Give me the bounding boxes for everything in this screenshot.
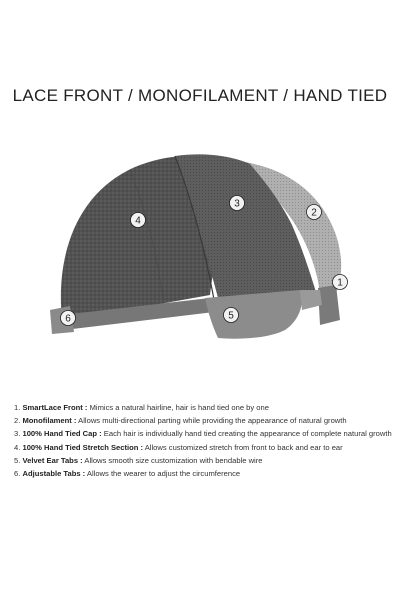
ear-tab	[205, 290, 302, 339]
legend-num: 1.	[14, 403, 21, 412]
legend-desc: Mimics a natural hairline, hair is hand tied one by one	[87, 403, 269, 412]
legend-item-1	[14, 401, 394, 414]
legend-desc: Allows smooth size customization with bendable wire	[82, 455, 263, 465]
legend-desc: Each hair is individually hand tied creating the appearance of complete natural growth	[101, 429, 392, 439]
legend-num: 4.	[14, 442, 21, 452]
legend-desc: Allows customized stretch from front to back and ear to ear	[143, 442, 343, 452]
legend-name: 100% Hand Tied Cap :	[22, 429, 102, 439]
marker-2	[307, 205, 322, 220]
legend-num: 2.	[14, 416, 21, 426]
legend	[14, 401, 394, 480]
legend-name: 100% Hand Tied Stretch Section :	[22, 442, 144, 452]
marker-5	[224, 308, 239, 323]
legend-num: 5.	[14, 455, 21, 465]
legend-name: Velvet Ear Tabs :	[22, 455, 83, 465]
marker-6	[61, 311, 76, 326]
marker-1-label: 1	[337, 277, 343, 289]
legend-item-3	[14, 427, 394, 440]
legend-item-5	[14, 454, 394, 467]
page-title: LACE FRONT / MONOFILAMENT / HAND TIED	[12, 86, 388, 105]
legend-num: 6.	[14, 469, 21, 479]
marker-1	[333, 275, 348, 290]
marker-2-label: 2	[311, 207, 317, 219]
marker-3-label: 3	[234, 198, 240, 210]
marker-6-label: 6	[65, 313, 71, 325]
ear-tab-edge	[300, 290, 322, 310]
legend-name: Monofilament :	[22, 416, 77, 426]
marker-4-label: 4	[135, 215, 141, 227]
legend-item-6	[14, 467, 394, 480]
legend-desc: Allows the wearer to adjust the circumference	[85, 469, 241, 479]
legend-desc: Allows multi-directional parting while providing the appearance of natural growth	[76, 416, 347, 426]
wig-cap-diagram	[0, 120, 400, 380]
legend-name: Adjustable Tabs :	[22, 469, 86, 479]
legend-item-4	[14, 441, 394, 454]
marker-5-label: 5	[228, 310, 234, 322]
marker-4	[131, 213, 146, 228]
legend-name: SmartLace Front :	[22, 403, 88, 412]
legend-item-2	[14, 414, 394, 427]
marker-3	[230, 196, 245, 211]
legend-num: 3.	[14, 429, 21, 439]
